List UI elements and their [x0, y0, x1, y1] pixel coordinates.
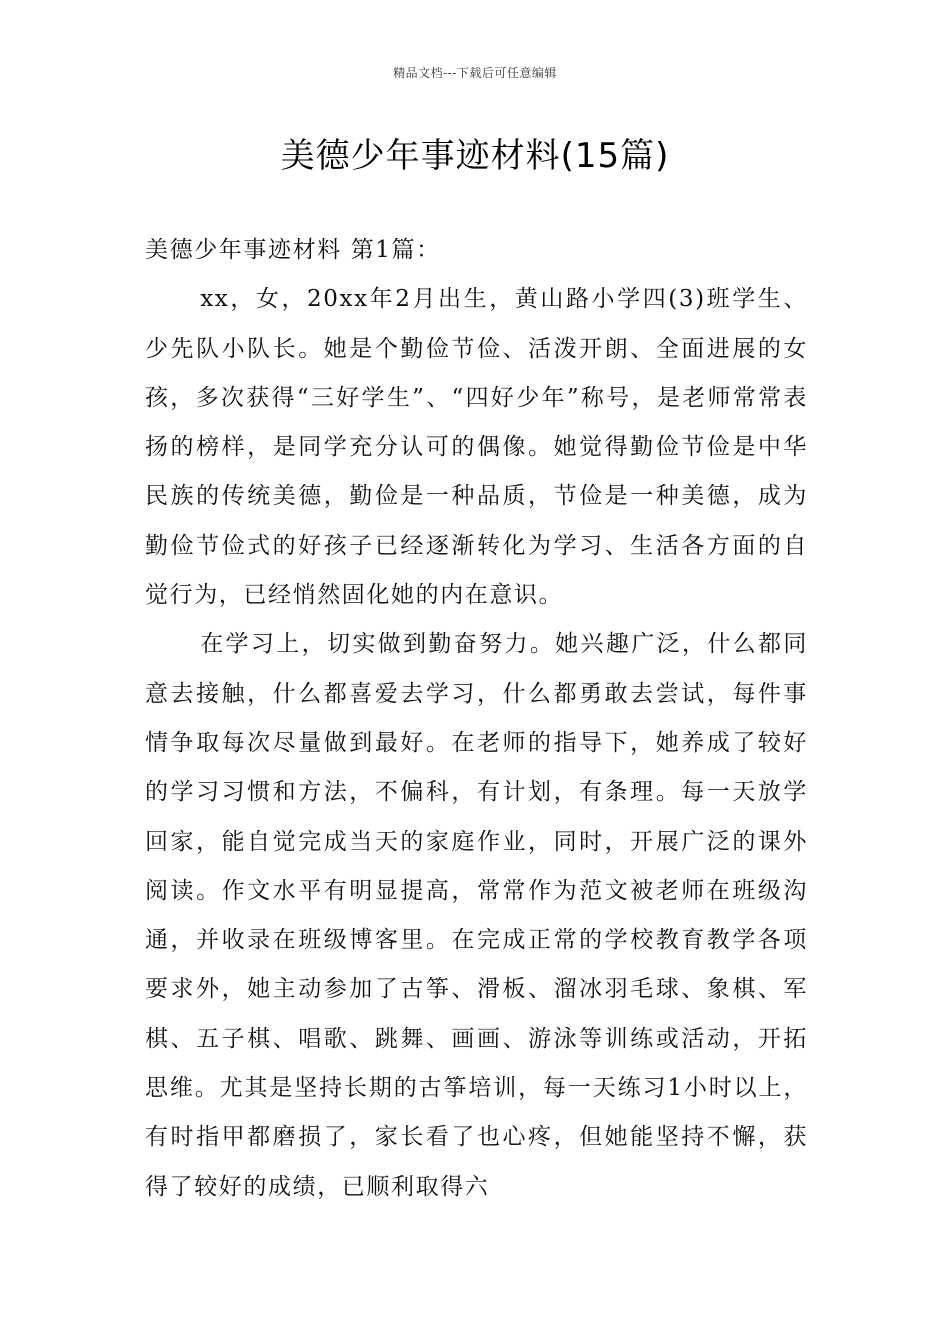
paragraph-2: 在学习上，切实做到勤奋努力。她兴趣广泛，什么都同意去接触，什么都喜爱去学习，什么都勇敢去尝试，每件事情争取每次尽量做到最好。在老师的指导下，她养成了较好的学习习惯和方法，不偏科，有计划，有条理。每一天放学回家，能自觉完成当天的家庭作业，同时，开展广泛的课外阅读。作文水平有明显提高，常常作为范文被老师在班级沟通，并收录在班级博客里。在完成正常的学校教育教学各项要求外，她主动参加了古筝、滑板、溜冰羽毛球、象棋、军棋、五子棋、唱歌、跳舞、画画、游泳等训练或活动，开拓思维。尤其是坚持长期的古筝培训，每一天练习1小时以上，有时指甲都磨损了，家长看了也心疼，但她能坚持不懈，获得了较好的成绩，已顺利取得六 [145, 631, 808, 1200]
section-heading: 美德少年事迹材料 第1篇： [145, 237, 441, 263]
document-title: 美德少年事迹材料(15篇) [280, 136, 670, 176]
document-body [145, 226, 808, 1212]
header-note: 精品文档---下载后可任意编辑 [393, 66, 557, 80]
paragraph-1: xx，女，20xx年2月出生，黄山路小学四(3)班学生、少先队小队长。她是个勤俭节俭、活泼开朗、全面进展的女孩，多次获得“三好学生”、“四好少年”称号，是老师常常表扬的榜样，是同学充分认可的偶像。她觉得勤俭节俭是中华民族的传统美德，勤俭是一种品质，节俭是一种美德，成为勤俭节俭式的好孩子已经逐渐转化为学习、生活各方面的自觉行为，已经悄然固化她的内在意识。 [145, 286, 808, 609]
